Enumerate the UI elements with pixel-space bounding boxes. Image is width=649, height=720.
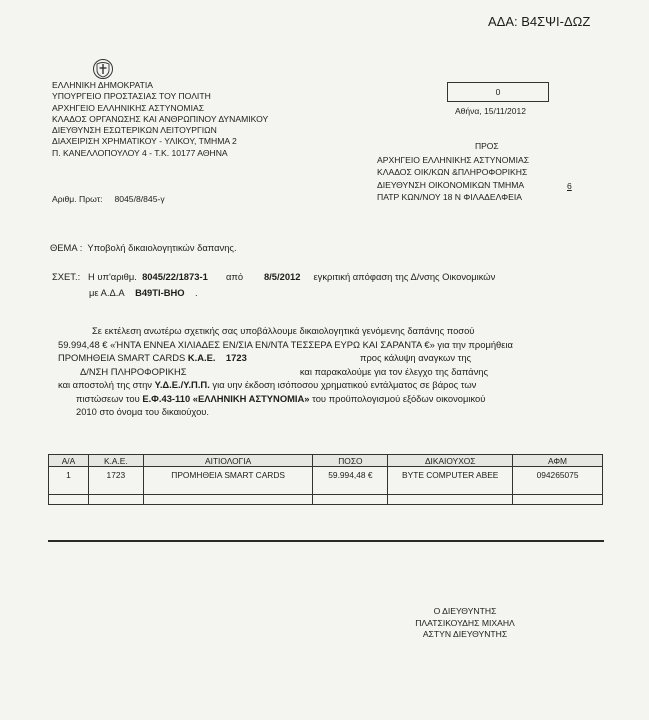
body-department: Δ/ΝΣΗ ΠΛΗΡΟΦΟΡΙΚΗΣ xyxy=(80,365,187,377)
body-closing: 2010 στο όνομα του δικαιούχου. xyxy=(76,406,210,417)
table-cell: 094265075 xyxy=(513,467,603,495)
body-forward-start: και αποστολή της στην xyxy=(58,379,152,390)
body-credits-rest: του προϋπολογισμού εξόδων οικονομικού xyxy=(312,392,486,404)
body-item-name: ΠΡΟΜΗΘΕΙΑ SMART CARDS xyxy=(58,352,186,363)
related-from: από xyxy=(226,271,244,282)
body-kae-value: 1723 xyxy=(225,352,247,363)
recipient-block xyxy=(377,154,529,203)
divider xyxy=(48,540,604,542)
sender-block xyxy=(52,80,268,159)
recipient-line: ΚΛΑΔΟΣ ΟΙΚ/ΚΩΝ &ΠΛΗΡΟΦΟΡΙΚΗΣ xyxy=(377,167,528,178)
table-header: Α/Α xyxy=(49,455,89,467)
body-request: και παρακαλούμε για τον έλεγχο της δαπάνης xyxy=(299,365,489,377)
related-date: 8/5/2012 xyxy=(263,271,301,282)
table-header: ΠΟΣΟ xyxy=(313,455,388,467)
related-prefix: Η υπ'αριθμ. xyxy=(88,271,137,282)
recipient-line: ΑΡΧΗΓΕΙΟ ΕΛΛΗΝΙΚΗΣ ΑΣΤΥΝΟΜΙΑΣ xyxy=(377,155,530,165)
table-cell: 59.994,48 € xyxy=(313,467,388,495)
recipient-line: ΔΙΕΥΘΥΝΣΗ ΟΙΚΟΝΟΜΙΚΩΝ ΤΜΗΜΑ xyxy=(377,179,525,190)
table-header: ΔΙΚΑΙΟΥΧΟΣ xyxy=(388,455,513,467)
body-needs: προς κάλυψη αναγκων της xyxy=(360,352,472,363)
recipient-heading: ΠΡΟΣ xyxy=(475,141,499,151)
greek-emblem-icon xyxy=(92,58,114,80)
subject-label: ΘΕΜΑ : xyxy=(50,242,83,253)
sender-line: ΕΛΛΗΝΙΚΗ ΔΗΜΟΚΡΑΤΙΑ xyxy=(52,80,153,90)
ada-code: ΑΔΑ: Β4ΣΨΙ-ΔΩΖ xyxy=(488,14,591,29)
subject-text: Υποβολή δικαιολογητικών δαπανης. xyxy=(87,242,237,253)
table-cell: ΠΡΟΜΗΘΕΙΑ SMART CARDS xyxy=(143,467,313,495)
sender-line: ΑΡΧΗΓΕΙΟ ΕΛΛΗΝΙΚΗΣ ΑΣΤΥΝΟΜΙΑΣ xyxy=(52,102,205,113)
table-header-row xyxy=(49,455,603,467)
body-forward-org: Υ.Δ.Ε./Υ.Π.Π. xyxy=(154,379,210,390)
body-kae-label: Κ.Α.Ε. xyxy=(187,352,216,363)
recipient-dept-number: 6 xyxy=(567,181,572,191)
sender-line: Π. ΚΑΝΕΛΛΟΠΟΥΛΟΥ 4 - Τ.Κ. 10177 ΑΘΗΝΑ xyxy=(52,147,228,158)
protocol-value: 8045/8/845-γ xyxy=(114,194,165,204)
related-ada-prefix: με Α.Δ.Α xyxy=(89,287,125,298)
table-cell: 1723 xyxy=(88,467,143,495)
related-decision: εγκριτική απόφαση της Δ/νσης Οικονομικών xyxy=(313,271,496,282)
body-paragraph xyxy=(58,324,606,419)
table-header: ΑΙΤΙΟΛΟΓΙΑ xyxy=(143,455,313,467)
related-ref-number: 8045/22/1873-1 xyxy=(142,271,208,282)
related-ada-suffix: . xyxy=(194,287,198,298)
sender-line: ΔΙΑΧΕΙΡΙΣΗ ΧΡΗΜΑΤΙΚΟΥ - ΥΛΙΚΟΥ, ΤΜΗΜΑ 2 xyxy=(52,136,237,147)
sender-line: ΥΠΟΥΡΓΕΙΟ ΠΡΟΣΤΑΣΙΑΣ ΤΟΥ ΠΟΛΙΤΗ xyxy=(52,91,211,102)
table-cell: 1 xyxy=(49,467,89,495)
related-ada-value: Β49ΤΙ-ΒΗΟ xyxy=(135,287,185,298)
sender-line: ΔΙΕΥΘΥΝΣΗ ΕΣΩΤΕΡΙΚΩΝ ΛΕΙΤΟΥΡΓΙΩΝ xyxy=(52,125,217,136)
table-row xyxy=(49,467,603,495)
signature-line: ΠΛΑΤΣΙΚΟΥΔΗΣ ΜΙΧΑΗΛ xyxy=(415,617,515,628)
sender-line: ΚΛΑΔΟΣ ΟΡΓΑΝΩΣΗΣ ΚΑΙ ΑΝΘΡΩΠΙΝΟΥ ΔΥΝΑΜΙΚΟΥ xyxy=(52,113,269,124)
related-block xyxy=(52,269,495,301)
subject-line xyxy=(50,242,237,253)
table-spacer-row xyxy=(49,495,603,505)
body-credits-start: πιστώσεων του xyxy=(76,392,140,404)
place-date: Αθήνα, 15/11/2012 xyxy=(455,106,526,116)
signature-line: ΑΣΤΥΝ ΔΙΕΥΘΥΝΤΗΣ xyxy=(422,629,508,639)
body-credits-org: Ε.Φ.43-110 «ΕΛΛΗΝΙΚΗ ΑΣΤΥΝΟΜΙΑ» xyxy=(142,392,310,404)
expense-table xyxy=(48,454,603,505)
body-intro: Σε εκτέλεση ανωτέρω σχετικής σας υποβάλλουμε δικαιολογητικά γενόμενης δαπάνης ποσού xyxy=(92,325,475,336)
body-forward-rest: για υην έκδοση ισόποσου χρηματικού εντάλματος σε βάρος των xyxy=(212,379,477,390)
signature-block xyxy=(405,606,525,641)
table-header: Κ.Α.Ε. xyxy=(88,455,143,467)
reference-box: 0 xyxy=(447,82,549,102)
body-amount: 59.994,48 € «ΉΝΤΑ ΕΝΝΕΑ ΧΙΛΙΑΔΕΣ ΕΝ/ΣΙΑ ΕΝ/ΝΤΑ ΤΕΣΣΕΡΑ ΕΥΡΩ ΚΑΙ ΣΑΡΑΝΤΑ €» για την προμήθεια xyxy=(58,338,513,350)
table-header: ΑΦΜ xyxy=(513,455,603,467)
table-cell: BYTE COMPUTER ABEE xyxy=(388,467,513,495)
protocol-label: Αριθμ. Πρωτ: xyxy=(52,194,103,204)
signature-line: Ο ΔΙΕΥΘΥΝΤΗΣ xyxy=(433,606,497,616)
protocol-number xyxy=(52,194,165,204)
recipient-line: ΠΑΤΡ ΚΩΝ/ΝΟΥ 18 Ν ΦΙΛΑΔΕΛΦΕΙΑ xyxy=(377,191,523,202)
related-label: ΣΧΕΤ.: xyxy=(52,271,81,282)
